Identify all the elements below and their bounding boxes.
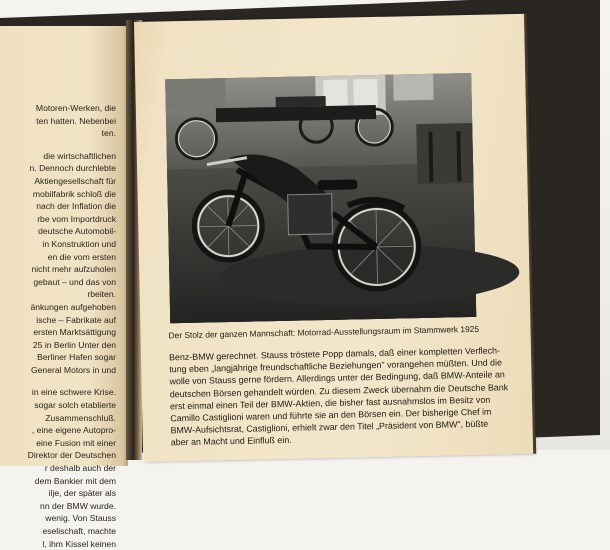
right-page [134,14,533,462]
left-page-line [0,140,116,150]
left-page-line: in Konstruktion und [42,238,116,249]
left-page-line: wenig. Von Stauss [45,513,116,524]
left-page-line: dem Bankier mit dem [34,475,116,486]
body-text-line: aber an Macht und Einfluß ein. [170,435,292,448]
left-page-line: Zusammenschluß. [45,412,116,423]
left-page-line: ten hatten. Nebenbei [36,115,116,126]
left-page-line: Motoren-Werken, die [35,103,116,113]
left-page-line: deutsche Automobil- [38,226,116,237]
left-page-line: en die vom ersten [47,251,116,262]
left-page-line: l, ihm Kissel keinen [42,538,116,549]
left-page-line: ten. [101,128,116,139]
left-page-line: nn der BMW wurde. [40,500,116,511]
left-page-line: eselischaft, machte [42,526,116,536]
body-text-line: Camillo Castiglioni waren und führte sie an den Börsen ein. Der bisherige Chef im [170,406,492,424]
body-text [168,345,509,449]
left-page-line: ische – Fabrikate auf [36,314,116,325]
left-page-line: nach der Inflation die [36,201,116,212]
left-page-line: nicht mehr aufzuholen [31,264,116,275]
body-text-line: deutschen Börsen gehandelt würden. Zu diesem Zweck übernahm die Deutsche Bank [169,381,509,399]
left-page-line: Aktiengesellschaft für [34,175,116,186]
left-page-line: gebaut – und das von [33,276,116,287]
body-text-line: BMW-Aufsichtsrat, Castiglioni, erhielt zwar den Titel „Präsident von BMW", büßte [170,418,489,436]
left-page-line: , eine eigene Autopro- [31,425,116,436]
left-page-line: General Motors in und [30,364,116,375]
left-page [0,26,128,549]
left-page-line: Direktor der Deutschen [27,450,116,461]
left-page-line [0,376,116,386]
left-page-line: n. Dennoch durchlebte [29,163,116,174]
left-page-line: rbeiten. [87,289,116,300]
left-page-line: Berliner Hafen sogar [37,352,116,363]
left-page-line: rbe vom Importdruck [37,213,116,224]
left-page-line: eine Fusion mit einer [36,437,116,448]
left-page-line: mobilfabrik schloß die [32,188,116,199]
left-page-line: ersten Marktsättigung [33,327,116,338]
left-page-line: sogar solch etablierte [34,400,116,411]
body-text-line: erst einmal einen Teil der BMW-Aktien, die bisher fast ausnahmslos im Besitz von [169,394,491,412]
motorcycle-photo-drawing [165,73,476,323]
left-page-line: 25 in Berlin Unter den [32,339,116,350]
photo-caption: Der Stolz der ganzen Mannschaft: Motorrad-Ausstellungsraum im Stammwerk 1925 [168,323,480,341]
body-text-line: Benz-BMW gerechnet. Stauss tröstete Popp damals, daß einer kompletten Verflech- [168,345,501,363]
motorcycle-photo [165,73,476,323]
left-page-line: die wirtschaftlichen [43,150,116,161]
left-page-line: ilje, der später als [48,488,116,499]
body-text-line: wolle von Stauss gerne fördern. Allerdings unter der Bedingung, daß BMW-Anteile an [169,369,505,387]
left-page-text [0,102,116,550]
left-page-line: r deshalb auch der [44,463,116,474]
left-page-line: änkungen aufgehoben [30,301,116,312]
left-page-line: in eine schwere Krise. [31,387,116,398]
body-text-line: tung eben „langjährige freundschaftliche Beziehungen" vorangehen müßten. Und die [169,357,503,375]
